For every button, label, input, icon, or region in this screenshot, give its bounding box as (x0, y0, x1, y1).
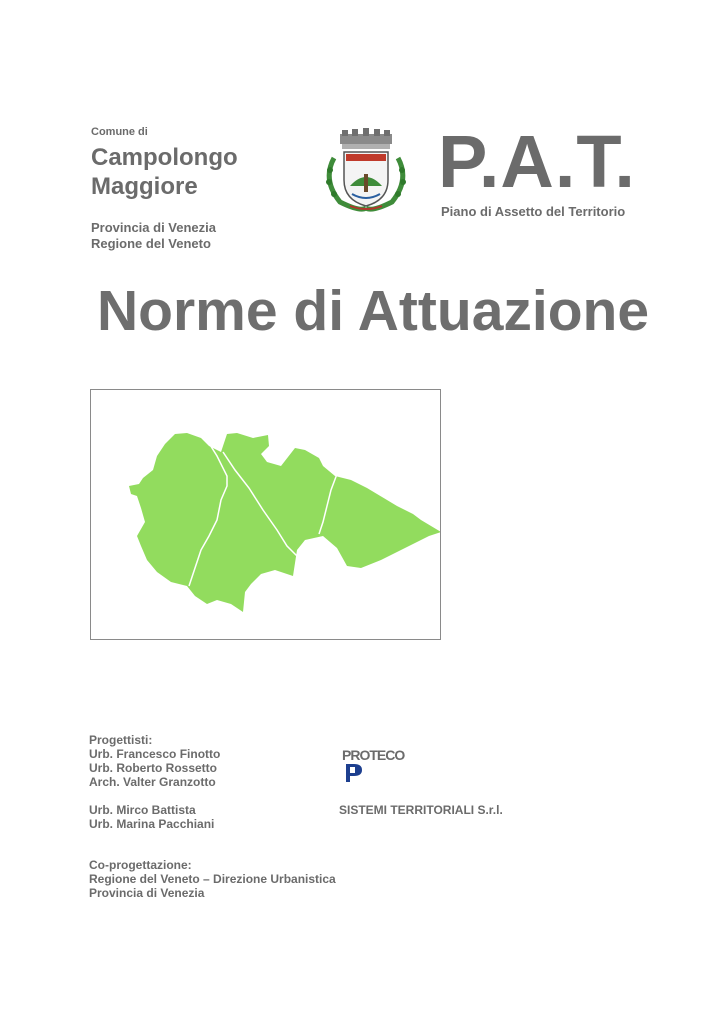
credit-name: Urb. Marina Pacchiani (89, 817, 215, 831)
logo-text: PROTECO (342, 748, 405, 763)
document-title: Norme di Attuazione (97, 279, 650, 343)
coprogettazione-line: Provincia di Venezia (89, 886, 205, 900)
credits (89, 733, 220, 831)
town-name-line1: Campolongo (91, 144, 238, 171)
credit-name: Urb. Francesco Finotto (89, 747, 221, 761)
territory-map-graphic (91, 390, 440, 639)
company-name: SISTEMI TERRITORIALI S.r.l. (339, 803, 503, 817)
region-line: Regione del Veneto (91, 236, 211, 251)
province-line: Provincia di Venezia (91, 220, 216, 235)
credits-heading: Progettisti: (89, 733, 153, 747)
coprogettazione-heading: Co-progettazione: (89, 858, 192, 872)
coprogettazione (89, 858, 336, 900)
comune-label: Comune di (91, 126, 148, 138)
proteco-logo-icon (342, 748, 422, 784)
territory-shape (129, 433, 440, 612)
municipal-crest-icon (320, 128, 412, 212)
pat-subtitle: Piano di Assetto del Territorio (441, 204, 626, 219)
credit-name: Urb. Mirco Battista (89, 803, 196, 817)
coprogettazione-line: Regione del Veneto – Direzione Urbanistica (89, 872, 336, 886)
credit-name: Urb. Roberto Rossetto (89, 761, 218, 775)
town-name-line2: Maggiore (91, 173, 198, 200)
province-region (91, 220, 216, 252)
pat-title: P.A.T. (438, 120, 636, 203)
town-name (91, 143, 238, 201)
territory-map (90, 389, 441, 640)
credit-name: Arch. Valter Granzotto (89, 775, 216, 789)
